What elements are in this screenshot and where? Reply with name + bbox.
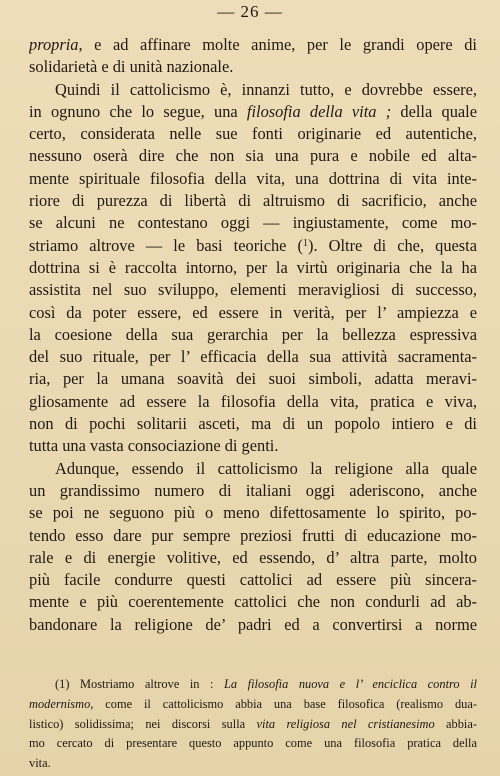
text-segment: solidarietà e di unità nazionale. bbox=[29, 57, 234, 77]
text-line bbox=[29, 547, 477, 569]
text-segment: tendo esso dare pur sempre preziosi frutti di educazione mo- bbox=[29, 525, 477, 545]
text-segment: tutta una vasta consociazione di genti. bbox=[29, 436, 279, 456]
text-line bbox=[29, 591, 477, 613]
text-line bbox=[29, 569, 477, 591]
text-segment: ria, per la umana soavità dei suoi simboli, adatta meravi- bbox=[29, 369, 477, 389]
italic-text: propria bbox=[29, 35, 79, 54]
text-segment: abbia- bbox=[434, 716, 477, 731]
text-line bbox=[29, 458, 477, 480]
footnote-marker: 1 bbox=[303, 237, 308, 249]
text-line bbox=[29, 302, 477, 324]
text-segment: gliosamente ad essere la filosofia della vita, pratica e viva, bbox=[29, 391, 477, 411]
text-line bbox=[29, 123, 477, 145]
text-segment: (1) Mostriamo altrove in : bbox=[55, 677, 225, 691]
text-line bbox=[29, 435, 477, 457]
page-number: — 26 — bbox=[217, 2, 283, 21]
footnotes bbox=[29, 675, 477, 774]
text-line bbox=[29, 212, 477, 234]
text-segment: , come il cattolicismo abbia una base filosofica (realismo dua- bbox=[90, 696, 477, 711]
text-segment: dottrina si è raccolta intorno, per la virtù originaria che la ha bbox=[29, 257, 477, 277]
text-line bbox=[29, 324, 477, 346]
text-line bbox=[29, 34, 477, 56]
text-line bbox=[29, 391, 477, 413]
text-line bbox=[29, 279, 477, 301]
text-line bbox=[29, 79, 477, 101]
text-line bbox=[29, 101, 477, 123]
text-segment: , e ad affinare molte anime, per le grandi opere di bbox=[78, 35, 477, 54]
text-segment: mo cercato di presentare questo appunto come una filosofia pratica della bbox=[29, 736, 477, 751]
text-segment: del suo rituale, per l’ efficacia della sua attività sacramenta- bbox=[29, 347, 477, 367]
text-segment: bandonare la religione de’ padri ed a convertirsi a norme bbox=[29, 614, 477, 634]
text-segment: rale e di energie volitive, ed essendo, d’ altra parte, molto bbox=[29, 547, 477, 567]
text-segment: Quindi il cattolicismo è, innanzi tutto, e dovrebbe essere, bbox=[55, 79, 477, 99]
italic-text: filosofia della vita ; bbox=[246, 101, 392, 121]
text-segment: striamo altrove — le basi teoriche ( bbox=[29, 235, 303, 255]
text-segment: più facile condurre questi cattolici ad essere più sincera- bbox=[29, 570, 477, 590]
text-segment: Adunque, essendo il cattolicismo la religione alla quale bbox=[55, 458, 477, 478]
text-line bbox=[29, 190, 477, 212]
text-line bbox=[29, 346, 477, 368]
text-line bbox=[29, 525, 477, 547]
footnote-line bbox=[29, 715, 477, 735]
body-text bbox=[29, 34, 477, 636]
text-segment: riore di purezza di libertà di altruismo di sacrificio, anche bbox=[29, 191, 477, 211]
text-segment: nessuno oserà dire che non sia una pura e nobile ed alta- bbox=[29, 146, 477, 166]
footnote-line bbox=[29, 754, 477, 774]
text-segment: della quale bbox=[391, 101, 477, 121]
text-line bbox=[29, 168, 477, 190]
text-segment: così da poter essere, ed essere in verità, per l’ ampiezza e bbox=[29, 302, 477, 322]
text-segment: mente e più coerentemente cattolici che non condurli ad ab- bbox=[29, 592, 477, 612]
text-line bbox=[29, 368, 477, 390]
text-line bbox=[29, 145, 477, 167]
text-segment: non di pochi solitarii asceti, ma di un popolo intiero e di bbox=[29, 414, 477, 434]
text-segment: in ognuno che lo segue, una bbox=[29, 101, 247, 121]
text-line bbox=[29, 257, 477, 279]
text-segment: la coesione della sua gerarchia per la bellezza espressiva bbox=[29, 324, 477, 344]
footnote-line bbox=[29, 675, 477, 695]
italic-text: vita religiosa nel cristianesimo bbox=[256, 716, 435, 731]
text-segment: se poi ne seguono più o meno difettosamente lo spirito, po- bbox=[29, 503, 477, 523]
text-line bbox=[29, 413, 477, 435]
text-line bbox=[29, 480, 477, 502]
text-segment: assistita nel suo sviluppo, elementi meravigliosi di successo, bbox=[29, 280, 477, 300]
text-line bbox=[29, 235, 477, 257]
text-segment: listico) solidissima; nei discorsi sulla bbox=[29, 716, 257, 731]
text-segment: mente spirituale filosofia della vita, una dottrina di vita inte- bbox=[29, 168, 477, 188]
italic-text: modernismo bbox=[29, 696, 91, 711]
italic-text: La filosofia nuova e l’ enciclica contro il bbox=[224, 677, 477, 691]
text-segment: certo, considerata nelle sue fonti originarie ed autentiche, bbox=[29, 124, 477, 144]
text-line bbox=[29, 502, 477, 524]
text-segment: se alcuni ne contestano oggi — ingiustamente, come mo- bbox=[29, 213, 477, 233]
text-segment: vita. bbox=[29, 756, 51, 771]
footnote-line bbox=[29, 734, 477, 754]
footnote-line bbox=[29, 695, 477, 715]
text-segment: ). Oltre di che, questa bbox=[308, 235, 477, 255]
text-line bbox=[29, 56, 477, 78]
text-line bbox=[29, 614, 477, 636]
text-segment: un grandissimo numero di italiani oggi aderiscono, anche bbox=[29, 480, 477, 500]
